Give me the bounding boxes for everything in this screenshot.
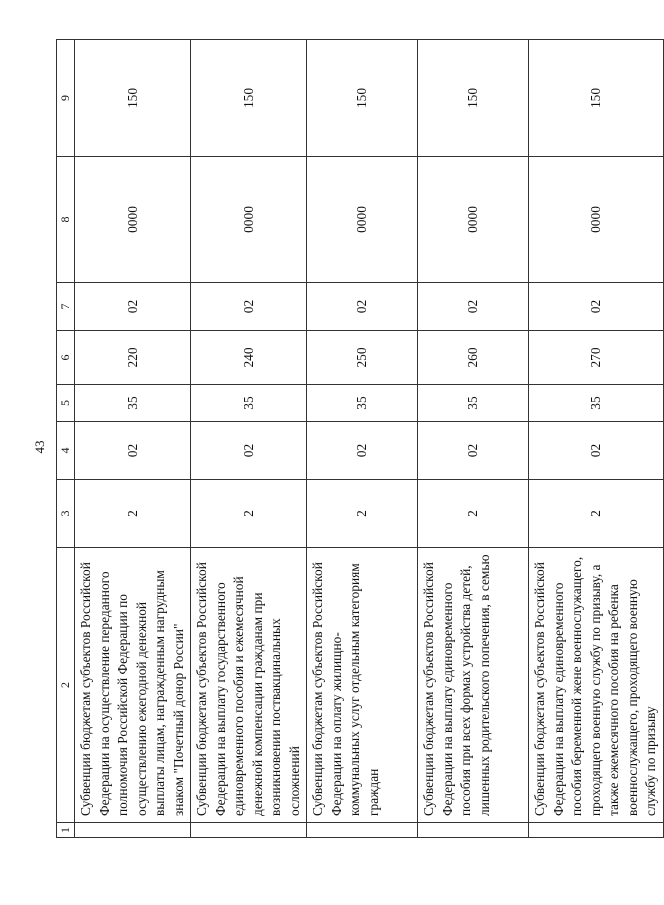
cell-col-9: 150: [307, 40, 418, 157]
page-number: 43: [32, 440, 47, 454]
cell-col-8: 0000: [75, 157, 191, 283]
header-col-5: 5: [57, 385, 75, 422]
cell-col-1: [529, 823, 664, 838]
cell-col-9: 150: [529, 40, 664, 157]
header-col-3: 3: [57, 480, 75, 548]
cell-col-4: 02: [191, 422, 307, 480]
cell-col-3: 2: [529, 480, 664, 548]
header-col-7: 7: [57, 283, 75, 331]
cell-col-3: 2: [191, 480, 307, 548]
cell-col-8: 0000: [529, 157, 664, 283]
cell-col-5: 35: [529, 385, 664, 422]
cell-col-9: 150: [75, 40, 191, 157]
table-row: [191, 40, 307, 838]
table-row: [75, 40, 191, 838]
header-row: [57, 40, 75, 838]
cell-col-5: 35: [75, 385, 191, 422]
cell-col-6: 260: [418, 331, 529, 385]
cell-col-5: 35: [418, 385, 529, 422]
rotated-table-frame: [56, 40, 658, 838]
cell-col-6: 220: [75, 331, 191, 385]
cell-col-7: 02: [191, 283, 307, 331]
cell-col-3: 2: [307, 480, 418, 548]
cell-col-4: 02: [75, 422, 191, 480]
table-row: [418, 40, 529, 838]
cell-col-1: [191, 823, 307, 838]
cell-description: Субвенции бюджетам субъектов Российской Федерации на выплату единовременного пособия беременной жене военнослужащего, проходящего военную службу по призыву, а также ежемесячного пособия на ребенка военнослужащего, проходящего военную службу по призыву: [529, 548, 664, 823]
header-col-8: 8: [57, 157, 75, 283]
header-col-6: 6: [57, 331, 75, 385]
cell-col-1: [418, 823, 529, 838]
cell-col-9: 150: [418, 40, 529, 157]
header-col-9: 9: [57, 40, 75, 157]
cell-col-7: 02: [75, 283, 191, 331]
cell-description: Субвенции бюджетам субъектов Российской Федерации на выплату единовременного пособия при всех формах устройства детей, лишенных родительского попечения, в семью: [418, 548, 529, 823]
cell-col-1: [75, 823, 191, 838]
cell-col-4: 02: [529, 422, 664, 480]
cell-col-9: 150: [191, 40, 307, 157]
cell-description: Субвенции бюджетам субъектов Российской Федерации на оплату жилищно-коммунальных услуг отдельным категориям граждан: [307, 548, 418, 823]
cell-col-7: 02: [529, 283, 664, 331]
header-col-4: 4: [57, 422, 75, 480]
budget-table: [56, 39, 664, 838]
cell-description: Субвенции бюджетам субъектов Российской Федерации на осуществление переданного полномочия Российской Федерации по осуществлению ежегодной денежной выплаты лицам, награжденным нагрудным знаком "Почетный донор России": [75, 548, 191, 823]
cell-col-1: [307, 823, 418, 838]
header-col-2: 2: [57, 548, 75, 823]
table-row: [307, 40, 418, 838]
cell-col-8: 0000: [307, 157, 418, 283]
rotated-table-container: [56, 40, 658, 838]
cell-col-6: 270: [529, 331, 664, 385]
cell-description: Субвенции бюджетам субъектов Российской Федерации на выплату государственного единовременного пособия и ежемесячной денежной компенсации гражданам при возникновении поствакцинальных осложнений: [191, 548, 307, 823]
cell-col-8: 0000: [191, 157, 307, 283]
cell-col-5: 35: [191, 385, 307, 422]
cell-col-7: 02: [418, 283, 529, 331]
cell-col-5: 35: [307, 385, 418, 422]
cell-col-7: 02: [307, 283, 418, 331]
cell-col-8: 0000: [418, 157, 529, 283]
cell-col-3: 2: [75, 480, 191, 548]
cell-col-6: 250: [307, 331, 418, 385]
header-col-1: 1: [57, 823, 75, 838]
cell-col-3: 2: [418, 480, 529, 548]
table-row: [529, 40, 664, 838]
cell-col-4: 02: [418, 422, 529, 480]
cell-col-6: 240: [191, 331, 307, 385]
cell-col-4: 02: [307, 422, 418, 480]
